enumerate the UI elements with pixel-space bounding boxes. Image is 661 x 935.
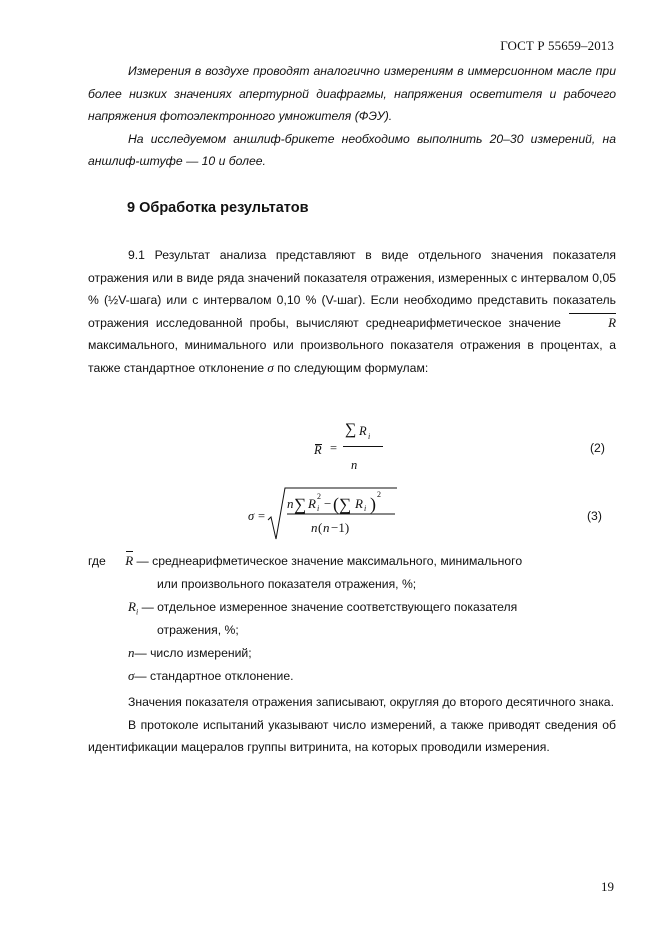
formula-3-equals: = [258,509,266,523]
where-ri-symbol: R [128,599,136,614]
intro-paragraph-1: Измерения в воздухе проводят аналогично измерениям в иммерсионном масле при более низких значениях апертурной диафрагмы, напряжения осветителя и рабочего напряжения фотоэлектронного умножителя (ФЭУ). [88,64,616,124]
page-number: 19 [601,879,614,894]
paragraph-9-1 [88,244,616,380]
svg-text:∑: ∑ [294,495,307,514]
formula-2-fraction-bar [343,446,383,447]
where-mean-r-desc-1: — среднеарифметическое значение максимального, минимального [136,554,523,568]
formula-2-sum-sign: ∑ [345,421,357,438]
svg-text:n: n [323,520,330,535]
where-item-sigma [128,665,294,688]
paragraph-9-1-text-after: по следующим формулам: [277,360,429,375]
svg-text:∑: ∑ [339,495,352,514]
closing-paragraph-2: В протоколе испытаний указывают число измерений, а также приводят сведения об идентификации мацералов группы витринита, на которых проводили измерения. [88,717,616,755]
formula-2-numerator-r: R [359,424,367,438]
svg-text:(: ( [333,494,339,514]
where-mean-r-desc-2: или произвольного показателя отражения, %; [157,577,417,591]
section-title: 9 Обработка результатов [127,200,309,216]
where-label: где [88,554,106,568]
formula-3-lhs: σ [248,509,255,523]
sigma-symbol: σ [267,359,274,375]
formula-2-equals: = [330,441,338,455]
where-sigma-symbol: σ [128,668,135,683]
where-item-n [128,642,252,665]
svg-text:R: R [308,496,316,511]
where-n-desc: — число измерений; [134,646,252,660]
svg-text:−: − [324,496,332,511]
where-ri-desc-1: — отдельное измеренное значение соответствующего показателя [141,600,518,614]
svg-text:): ) [370,494,376,514]
svg-text:(: ( [318,520,323,535]
where-sigma-desc: — стандартное отклонение. [134,669,294,683]
formula-2-denominator: n [351,458,358,472]
svg-text:2: 2 [317,492,321,501]
paragraph-9-1-text-before: 9.1 Результат анализа представляют в виде отдельного значения показателя отражения или в виде ряда значений показателя отражения, измеренных с интервалом 0,05 % (½V-шага) или с интервалом 0,10 % (V-шаг). Если необходимо представить показатель отражения исследованной пробы, вычисляют среднеарифметическое значение [88,248,616,330]
intro-block [88,60,616,173]
document-id-header: ГОСТ Р 55659–2013 [500,38,614,53]
formula-3-graphic [267,486,399,542]
svg-text:i: i [317,504,320,513]
formula-2-numerator-subscript: i [368,432,371,441]
svg-text:2: 2 [377,490,381,499]
formula-2-number: (2) [590,441,605,455]
where-item-mean-r [88,550,522,573]
closing-block [88,691,616,759]
where-ri-subscript: i [135,607,139,617]
where-ri-desc-2: отражения, %; [157,623,239,637]
svg-text:R: R [355,496,363,511]
svg-text:n: n [311,520,318,535]
where-mean-r-symbol: R [125,550,133,573]
svg-text:n: n [287,496,294,511]
where-n-symbol: n [128,645,135,660]
formula-2-lhs: R [314,443,322,457]
svg-text:i: i [364,504,367,513]
paragraph-9-1-text-mid: максимального, минимального или произвольного показателя отражения в процентах, а также стандартное отклонение [88,338,616,375]
formula-3-number: (3) [587,509,602,523]
closing-paragraph-1: Значения показателя отражения записывают, округляя до второго десятичного знака. [128,695,614,709]
intro-paragraph-2: На исследуемом аншлиф-брикете необходимо выполнить 20–30 измерений, на аншлиф-штуфе — 10 и более. [88,131,616,169]
svg-text:−1): −1) [331,520,350,535]
mean-r-symbol: R [568,312,616,335]
